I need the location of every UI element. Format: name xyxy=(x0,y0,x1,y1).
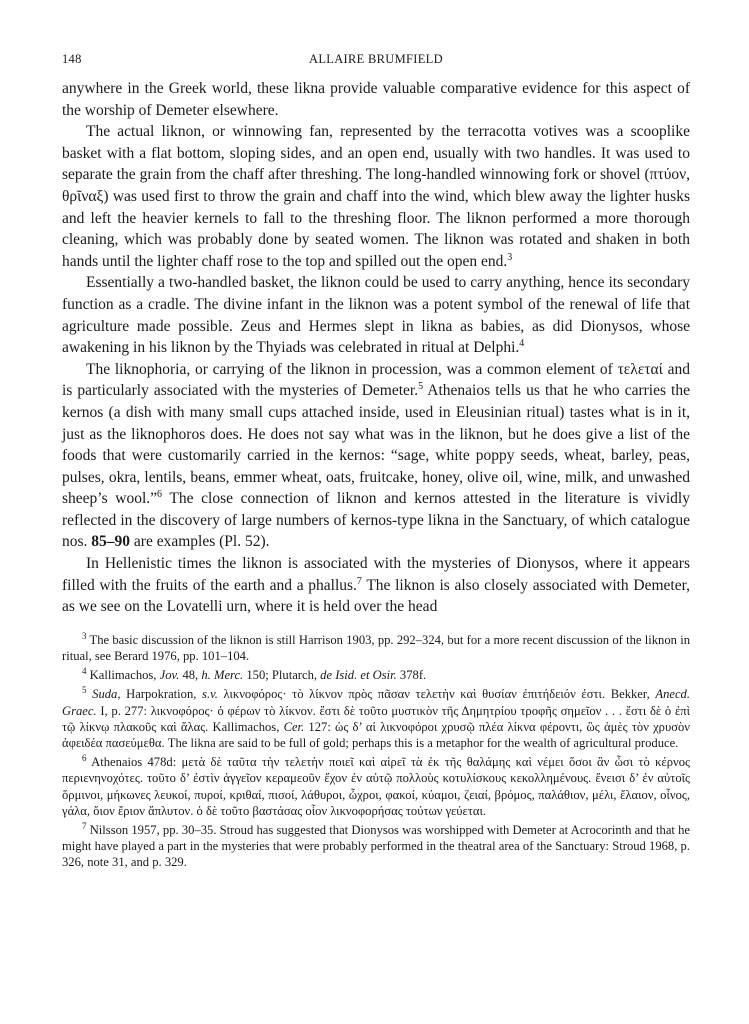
page-header xyxy=(62,52,690,78)
footnote-7: $^7$ Nilsson 1957, pp. 30–35. Stroud has suggested that Dionysos was worshipped with Demeter at Acrocorinth and that he might have played a part in the mysteries that were probably performed in the theatral area of the Sanctuary: Stroud 1968, p. 326, note 31, and p. 329. xyxy=(62,820,690,870)
footnote-3: $^3$ The basic discussion of the liknon is still Harrison 1903, pp. 292–324, but for a more recent discussion of the liknon in ritual, see Berard 1976, pp. 101–104. xyxy=(62,630,691,664)
footnote-5: $^5$ Suda, Harpokration, s.v. λικνοφόρος· τὸ λίκνον πρὸς πᾶσαν τελετὴν καὶ θυσίαν ἐπιτήδειόν ἐστι. Bekker, Anecd. Graec. I, p. 277: λικνοφόρος· ὁ φέρων τὸ λίκνον. ἔστι δὲ τοῦτο μυστικὸν τῆς Δημητρίου τροφῆς σημεῖον . . . ἔστι δὲ ὁ ἐπὶ τῷ λίκνῳ πλακοῦς καὶ ἅλας. Kallimachos, Cer. 127: ὡς δ’ αἱ λικνοφόροι χρυσῷ πλέα λίκνα φέροντι, ὣς ἁμὲς τὸν χρυσὸν ἀφειδέα πασεύμεθα. The likna are said to be full of gold; perhaps this is a metaphor for the wealth of agricultural produce. xyxy=(62,685,690,751)
running-head: ALLAIRE BRUMFIELD xyxy=(309,52,443,66)
body-text xyxy=(62,78,690,618)
footnote-ref-4: 4 xyxy=(519,337,525,349)
paragraph-4: The liknophoria, or carrying of the liknon in procession, was a common element of τελεταί and is particularly associated with the mysteries of Demeter.$^5$ Athenaios tells us that he who carries the kernos (a dish with many small cups attached inside, used in Eleusinian ritual) tastes what is in it, just as the liknophoros does. He does not say what was in the liknon, but he does give a list of the foods that were customarily carried in the kernos: “sage, white poppy seeds, wheat, barley, peas, pulses, okra, lentils, beans, emmer wheat, oats, fruitcake, honey, olive oil, wine, milk, and unwashed sheep’s wool.”$^6$ The close connection of liknon and kernos attested in the literature is vividly reflected in the discovery of large numbers of kernos-type likna in the Sanctuary, of which catalogue nos. 85–90 are examples (Pl. 52). xyxy=(62,360,690,551)
paragraph-2: The actual liknon, or winnowing fan, represented by the terracotta votives was a scooplike basket with a flat bottom, sloping sides, and an open end, usually with two handles. It was used to separate the grain from the chaff after threshing. The long-handled winnowing fork or shovel (πτύον, θρῖναξ) was used first to throw the grain and chaff into the wind, which blew away the lighter husks and left the heavier kernels to fall to the threshing floor. The liknon performed a more thorough cleaning, which was probably done by seated women. The liknon was rotated and shaken in both hands until the lighter chaff rose to the top and spilled out the open end.$^3$ xyxy=(62,123,690,270)
footnotes xyxy=(62,632,690,871)
footnote-ref-6: 6 xyxy=(157,489,163,501)
page-number: 148 xyxy=(62,52,82,66)
footnote-ref-7: 7 xyxy=(356,575,362,587)
catalogue-numbers: 85–90 xyxy=(91,533,131,551)
page xyxy=(62,52,690,874)
footnote-4: $^4$ Kallimachos, Jov. 48, h. Merc. 150; Plutarch, de Isid. et Osir. 378f. xyxy=(82,666,427,683)
footnote-ref-3: 3 xyxy=(507,251,513,263)
footnote-ref-5: 5 xyxy=(418,381,424,393)
paragraph-1: anywhere in the Greek world, these likna provide valuable comparative evidence for this aspect of the worship of Demeter elsewhere. xyxy=(62,80,690,119)
paragraph-3: Essentially a two-handled basket, the liknon could be used to carry anything, hence its secondary function as a cradle. The divine infant in the liknon was a potent symbol of the renewal of life that agriculture made possible. Zeus and Hermes slept in likna as babies, as did Dionysos, whose awakening in his liknon by the Thyiads was celebrated in ritual at Delphi.$^4$ xyxy=(62,274,690,357)
footnote-6: $^6$ Athenaios 478d: μετὰ δὲ ταῦτα τὴν τελετὴν ποιεῖ καὶ αἱρεῖ τὰ ἐκ τῆς θαλάμης καὶ νέμει ὅσοι ἂν ὦσι τὸ κέρνος περιενηνοχότες. τοῦτο δ’ ἐστὶν ἀγγεῖον κεραμεοῦν ἔχον ἐν αὑτῷ πολλοὺς κοτυλίσκους κεκολλημένους. ἔνεισι δ’ ἐν αὐτοῖς ὅρμινοι, μήκωνες λευκοί, πυροί, κριθαί, πισοί, λάθυροι, ὦχροι, φακοί, κύαμοι, ζειαί, βρόμος, παλάθιον, μέλι, ἔλαιον, οἶνος, γάλα, ὄιον ἔριον ἄπλυτον. ὁ δὲ τοῦτο βαστάσας οἷον λικνοφορήσας τούτων γεύεται. xyxy=(62,753,690,818)
paragraph-5: In Hellenistic times the liknon is associated with the mysteries of Dionysos, where it appears filled with the fruits of the earth and a phallus.$^7$ The liknon is also closely associated with Demeter, as we see on the Lovatelli urn, where it is held over the head xyxy=(62,555,690,616)
